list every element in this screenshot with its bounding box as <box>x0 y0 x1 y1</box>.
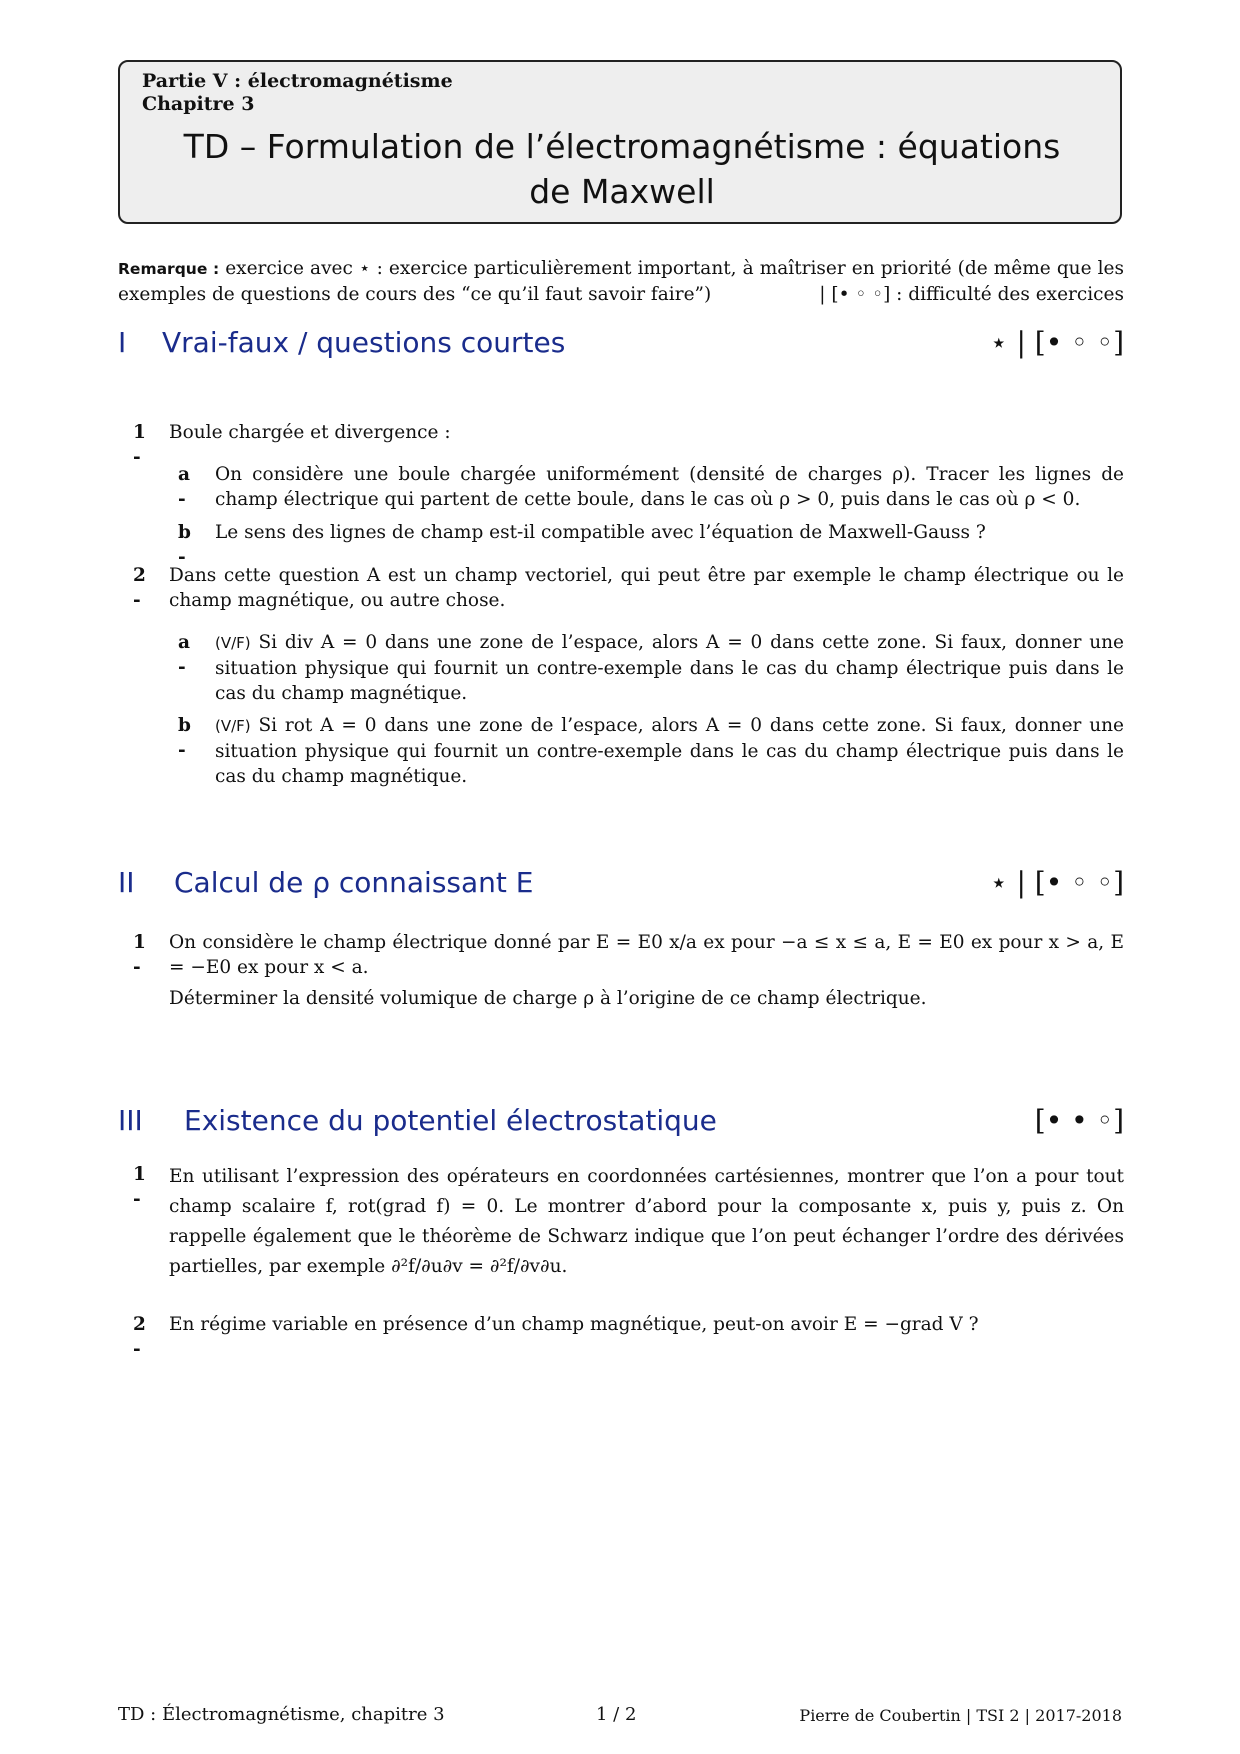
header-box <box>118 60 1122 224</box>
question-text: Dans cette question A est un champ vectoriel, qui peut être par exemple le champ électrique ou le champ magnétique, ou autre chose. <box>169 565 1124 611</box>
question-text: En utilisant l’expression des opérateurs en coordonnées cartésiennes, montrer que l’on a pour tout champ scalaire f, rot(grad f) = 0. Le montrer d’abord pour la composante x, puis y, puis z. On rappelle également que le théorème de Schwarz indique que l’on peut échanger l’ordre des dérivées partielles, par exemple ∂²f/∂u∂v = ∂²f/∂v∂u. <box>169 1166 1124 1277</box>
question-text-2: Déterminer la densité volumique de charge ρ à l’origine de ce champ électrique. <box>169 988 927 1009</box>
section-title: Existence du potentiel électrostatique <box>184 1104 717 1137</box>
page-number: 1 / 2 <box>596 1704 637 1725</box>
sub-label: b - <box>178 522 191 568</box>
footer-right: Pierre de Coubertin | TSI 2 | 2017-2018 <box>799 1706 1122 1725</box>
question-text: On considère le champ électrique donné par E = E0 x/a ex pour −a ≤ x ≤ a, E = E0 ex pour x > a, E = −E0 ex pour x < a. <box>169 932 1124 978</box>
sub-label: a - <box>178 632 190 678</box>
section-rating: ⋆ | [• ◦ ◦] <box>990 866 1124 899</box>
question-number: 1 - <box>133 932 146 978</box>
question-number: 2 - <box>133 1314 146 1360</box>
section-title: Calcul de ρ connaissant E <box>174 866 534 899</box>
sub-label: b - <box>178 715 191 761</box>
section-title: Vrai-faux / questions courtes <box>162 326 566 359</box>
section-number: I <box>118 326 127 359</box>
section-rating: [• • ◦] <box>1034 1104 1124 1137</box>
question-text: Boule chargée et divergence : <box>169 422 451 443</box>
sub-text: On considère une boule chargée uniformément (densité de charges ρ). Tracer les lignes de champ électrique qui partent de cette boule, dans le cas où ρ > 0, puis dans le cas où ρ < 0. <box>215 464 1124 510</box>
sub-text: Si rot A = 0 dans une zone de l’espace, alors A = 0 dans cette zone. Si faux, donner une situation physique qui fournit un contre-exemple dans le cas du champ électrique puis dans le cas du champ magnétique. <box>215 715 1124 787</box>
true-false-tag: (V/F) <box>215 717 251 735</box>
section-heading-1 <box>118 326 1124 366</box>
section-heading-2 <box>118 866 1124 906</box>
true-false-tag: (V/F) <box>215 634 251 652</box>
remark-text: exercice avec ⋆ : exercice particulièrement important, à maîtriser en priorité (de même que les exemples de questions de cours des “ce qu’il faut savoir faire”) <box>118 258 1124 305</box>
sub-text: Le sens des lignes de champ est-il compatible avec l’équation de Maxwell-Gauss ? <box>215 522 986 543</box>
section-rating: ⋆ | [• ◦ ◦] <box>990 326 1124 359</box>
page-title <box>120 124 1124 214</box>
question-number: 1 - <box>133 1164 146 1210</box>
remark-label: Remarque : <box>118 260 220 278</box>
question-text: En régime variable en présence d’un champ magnétique, peut-on avoir E = −grad V ? <box>169 1314 979 1335</box>
section-heading-3 <box>118 1104 1124 1144</box>
section-number: II <box>118 866 135 899</box>
chapter-label: Chapitre 3 <box>142 93 255 115</box>
title-line-1: TD – Formulation de l’électromagnétisme : équations <box>183 127 1061 166</box>
question-number: 1 - <box>133 422 146 468</box>
section-number: III <box>118 1104 143 1137</box>
footer-left: TD : Électromagnétisme, chapitre 3 <box>118 1704 445 1725</box>
sub-text: Si div A = 0 dans une zone de l’espace, alors A = 0 dans cette zone. Si faux, donner une situation physique qui fournit un contre-exemple dans le cas du champ électrique puis dans le cas du champ magnétique. <box>215 632 1124 704</box>
difficulty-note: | [• ◦ ◦] : difficulté des exercices <box>819 284 1124 305</box>
remark <box>118 256 1124 307</box>
part-label: Partie V : électromagnétisme <box>142 70 453 92</box>
question-number: 2 - <box>133 565 146 611</box>
sub-label: a - <box>178 464 190 510</box>
title-line-2: de Maxwell <box>529 172 715 211</box>
